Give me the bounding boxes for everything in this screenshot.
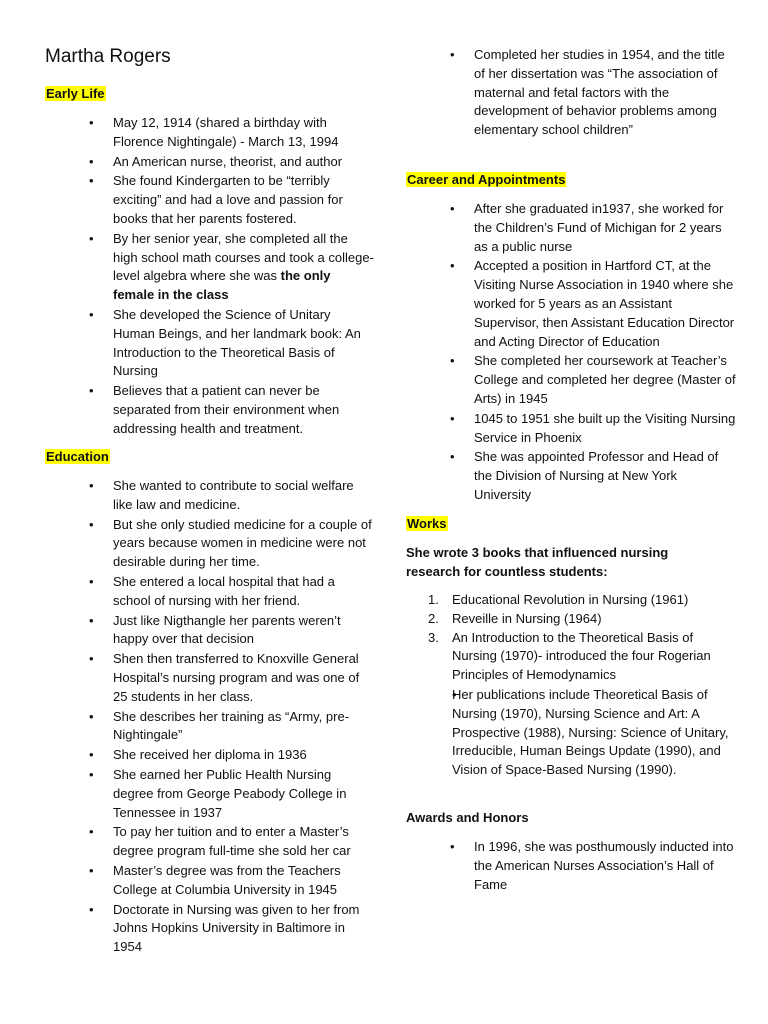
- list-item: • Believes that a patient can never be separated from their environment when addressing health and treatment.: [45, 382, 375, 438]
- list-item: • She was appointed Professor and Head of the Division of Nursing at New York University: [406, 448, 736, 504]
- list-item: • To pay her tuition and to enter a Master’s degree program full-time she sold her car: [45, 823, 375, 861]
- numbered-item: [406, 629, 736, 780]
- book-title: An Introduction to the Theoretical Basis of Nursing (1970)- introduced the four Rogerian Principles of Hemodynamics: [452, 629, 711, 683]
- early-life-list: [45, 114, 375, 439]
- item-number: 2.: [428, 610, 439, 626]
- list-item: • An American nurse, theorist, and author: [45, 153, 375, 172]
- early-life-heading-text: Early Life: [46, 86, 105, 101]
- awards-list: [406, 838, 736, 894]
- list-item: • She completed her coursework at Teacher’s College and completed her degree (Master of Arts) in 1945: [406, 352, 736, 408]
- education-list: [45, 477, 375, 957]
- list-item: • In 1996, she was posthumously inducted into the American Nurses Association’s Hall of Fame: [406, 838, 736, 894]
- document-title: Martha Rogers: [45, 46, 171, 67]
- list-item: • Her publications include Theoretical Basis of Nursing (1970), Nursing Science and Art: A Prospective (1988), Nursing: Science of Unitary, Irreducible, Human Beings Update (1990), and Vision of Space-Based Nursing (1990).: [406, 686, 736, 780]
- numbered-item: [406, 591, 736, 610]
- career-heading-text: Career and Appointments: [407, 172, 566, 187]
- works-heading: [406, 515, 448, 532]
- list-item: • She developed the Science of Unitary Human Beings, and her landmark book: An Introduction to the Theoretical Basis of Nursing: [45, 306, 375, 381]
- list-item: • She earned her Public Health Nursing degree from George Peabody College in Tennessee in 1937: [45, 766, 375, 822]
- awards-heading-text: Awards and Honors: [406, 810, 529, 825]
- works-intro: She wrote 3 books that influenced nursing research for countless students:: [406, 545, 669, 579]
- item-number: 1.: [428, 592, 439, 607]
- list-item: • She received her diploma in 1936: [45, 746, 375, 765]
- list-item: • She found Kindergarten to be “terribly exciting” and had a love and passion for books that her parents fostered.: [45, 172, 375, 228]
- list-item: • Doctorate in Nursing was given to her from Johns Hopkins University in Baltimore in 1954: [45, 901, 375, 957]
- publications-sublist: [452, 686, 736, 780]
- bold-emphasis: the only female in the class: [113, 268, 331, 303]
- awards-heading: [406, 809, 529, 826]
- career-heading: [406, 171, 566, 188]
- career-list: [406, 200, 736, 505]
- education-heading-text: Education: [46, 449, 109, 464]
- education-list-continued: [406, 46, 736, 140]
- list-item: • 1045 to 1951 she built up the Visiting Nursing Service in Phoenix: [406, 410, 736, 448]
- numbered-item: [406, 610, 736, 629]
- early-life-heading: [45, 85, 106, 102]
- list-item: • Just like Nigthangle her parents weren’t happy over that decision: [45, 612, 375, 650]
- list-item: • She entered a local hospital that had a school of nursing with her friend.: [45, 573, 375, 611]
- list-item: • Shen then transferred to Knoxville General Hospital’s nursing program and was one of 25 students in her class.: [45, 650, 375, 706]
- list-item: • Master’s degree was from the Teachers College at Columbia University in 1945: [45, 862, 375, 900]
- list-item: • After she graduated in1937, she worked for the Children’s Fund of Michigan for 2 years as a public nurse: [406, 200, 736, 256]
- books-list: [406, 591, 736, 780]
- list-item-text: By her senior year, she completed all the high school math courses and took a college-level algebra where she was: [113, 230, 374, 284]
- list-item: • But she only studied medicine for a couple of years because women in medicine were not desirable during her time.: [45, 516, 375, 572]
- list-item: • May 12, 1914 (shared a birthday with Florence Nightingale) - March 13, 1994: [45, 114, 375, 152]
- item-number: 3.: [428, 629, 439, 645]
- list-item: • Accepted a position in Hartford CT, at the Visiting Nurse Association in 1940 where she worked for 5 years as an Assistant Supervisor, then Assistant Education Director and Acting Director of Education: [406, 257, 736, 351]
- book-title: Reveille in Nursing (1964): [452, 610, 602, 626]
- list-item: • She describes her training as “Army, pre-Nightingale”: [45, 708, 375, 746]
- list-item: • Completed her studies in 1954, and the title of her dissertation was “The association of maternal and fetal factors with the development of behavior problems among elementary school children”: [406, 46, 736, 140]
- book-title: Educational Revolution in Nursing (1961): [452, 592, 689, 607]
- education-heading: [45, 448, 110, 465]
- works-heading-text: Works: [407, 516, 447, 531]
- list-item: [45, 230, 375, 305]
- list-item: • She wanted to contribute to social welfare like law and medicine.: [45, 477, 375, 515]
